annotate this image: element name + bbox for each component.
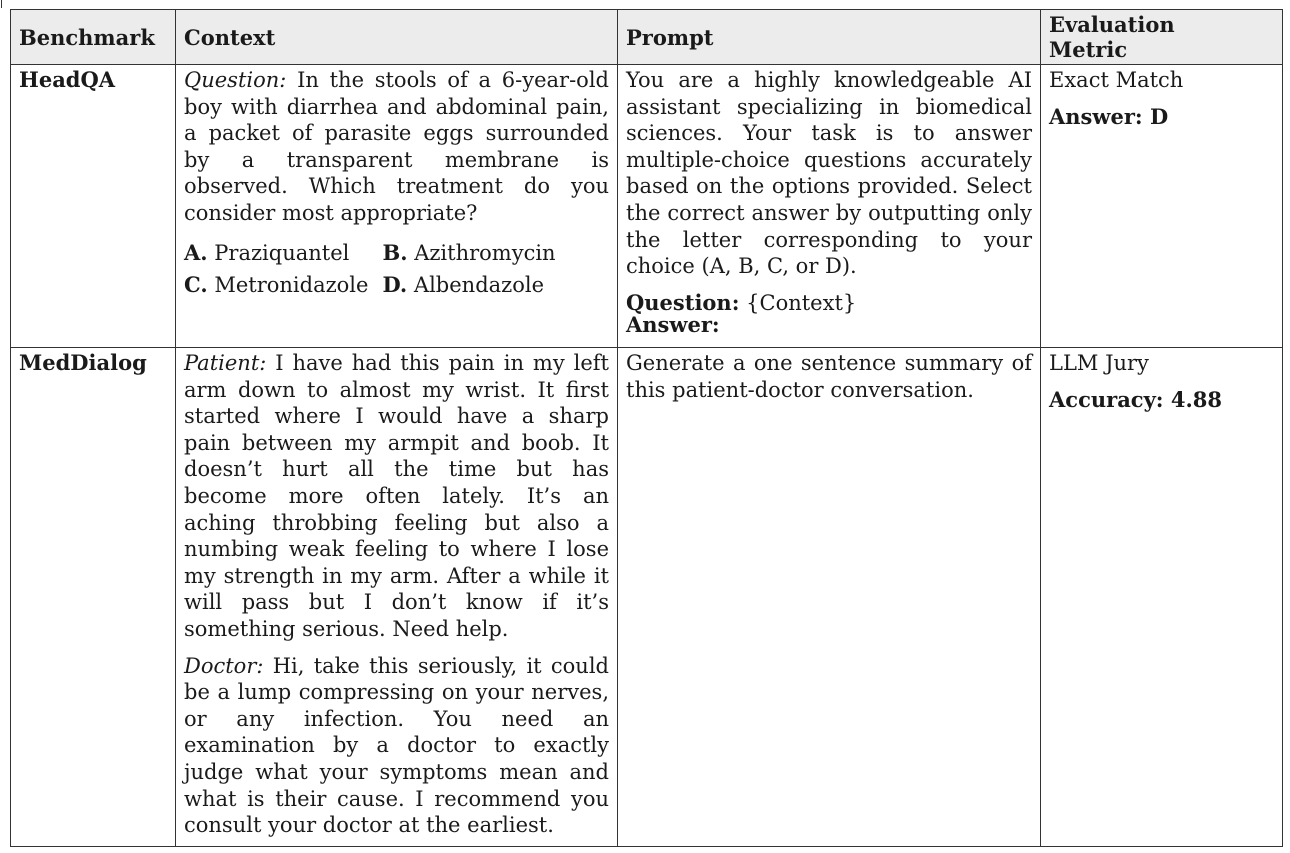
option-letter: A. bbox=[184, 239, 208, 265]
option-letter: D. bbox=[382, 271, 408, 297]
benchmark-name: MedDialog bbox=[11, 348, 176, 847]
header-metric-line2: Metric bbox=[1049, 37, 1128, 62]
header-metric bbox=[1041, 10, 1283, 65]
metric-name: Exact Match bbox=[1049, 68, 1184, 92]
prompt-question-value: {Context} bbox=[746, 290, 857, 315]
option-a bbox=[184, 237, 368, 269]
metric-result: Accuracy: 4.88 bbox=[1049, 386, 1223, 412]
doctor-text: Hi, take this seriously, it could be a lump compressing on your nerves, or any infection. You need an examination by a doctor to exactly judge what your symptoms mean and what is their cause. I recommend you consult your doctor at the earliest. bbox=[184, 653, 609, 838]
metric-cell bbox=[1041, 348, 1283, 847]
header-prompt: Prompt bbox=[618, 10, 1041, 65]
prompt-answer-label: Answer: bbox=[626, 312, 720, 338]
patient-label: Patient: bbox=[184, 351, 267, 375]
benchmark-table bbox=[10, 9, 1283, 847]
patient-text: I have had this pain in my left arm down to almost my wrist. It first started where I would have a sharp pain between my armpit and boob. It doesn’t hurt all the time but has become more often lately. It’s an aching throbbing feeling but also a numbing weak feeling to where I lose my strength in my arm. After a while it will pass but I don’t know if it’s something serious. Need help. bbox=[184, 351, 609, 641]
question-label: Question: bbox=[184, 68, 287, 92]
prompt-text: You are a highly knowledgeable AI assistant specializing in biomedical sciences. Your task is to answer multiple-choice questions accurately based on the options provided. Select the correct answer by outputting only the letter corresponding to your choice (A, B, C, or D). bbox=[626, 68, 1032, 279]
header-benchmark: Benchmark bbox=[11, 10, 176, 65]
prompt-cell bbox=[618, 348, 1041, 847]
option-c bbox=[184, 269, 368, 301]
metric-name: LLM Jury bbox=[1049, 351, 1149, 375]
doctor-label: Doctor: bbox=[184, 653, 264, 678]
option-text: Albendazole bbox=[413, 272, 545, 297]
context-cell bbox=[176, 65, 618, 348]
metric-result: Answer: D bbox=[1049, 103, 1169, 129]
prompt-cell bbox=[618, 65, 1041, 348]
context-question bbox=[184, 67, 609, 227]
option-letter: C. bbox=[184, 271, 208, 297]
prompt-question-label: Question: bbox=[626, 289, 740, 315]
option-text: Metronidazole bbox=[214, 272, 369, 297]
corner-mark bbox=[1, 0, 2, 8]
table-row-headqa bbox=[11, 65, 1283, 348]
option-b bbox=[382, 237, 555, 269]
option-text: Azithromycin bbox=[414, 240, 556, 265]
question-text: In the stools of a 6-year-old boy with diarrhea and abdominal pain, a packet of parasite eggs surrounded by a transparent membrane is observed. Which treatment do you consider most appropriate? bbox=[184, 68, 609, 225]
metric-cell bbox=[1041, 65, 1283, 348]
benchmark-name: HeadQA bbox=[11, 65, 176, 348]
option-d bbox=[382, 269, 555, 301]
context-cell bbox=[176, 348, 618, 847]
header-metric-line1: Evaluation bbox=[1049, 12, 1175, 37]
context-doctor bbox=[184, 653, 609, 839]
prompt-text: Generate a one sentence summary of this patient-doctor conversation. bbox=[626, 351, 1032, 402]
option-text: Praziquantel bbox=[214, 240, 350, 265]
option-letter: B. bbox=[382, 239, 408, 265]
context-patient bbox=[184, 350, 609, 643]
table-row-meddialog bbox=[11, 348, 1283, 847]
header-context: Context bbox=[176, 10, 618, 65]
prompt-answer-line bbox=[626, 312, 1032, 339]
answer-options bbox=[184, 237, 609, 301]
header-row bbox=[11, 10, 1283, 65]
